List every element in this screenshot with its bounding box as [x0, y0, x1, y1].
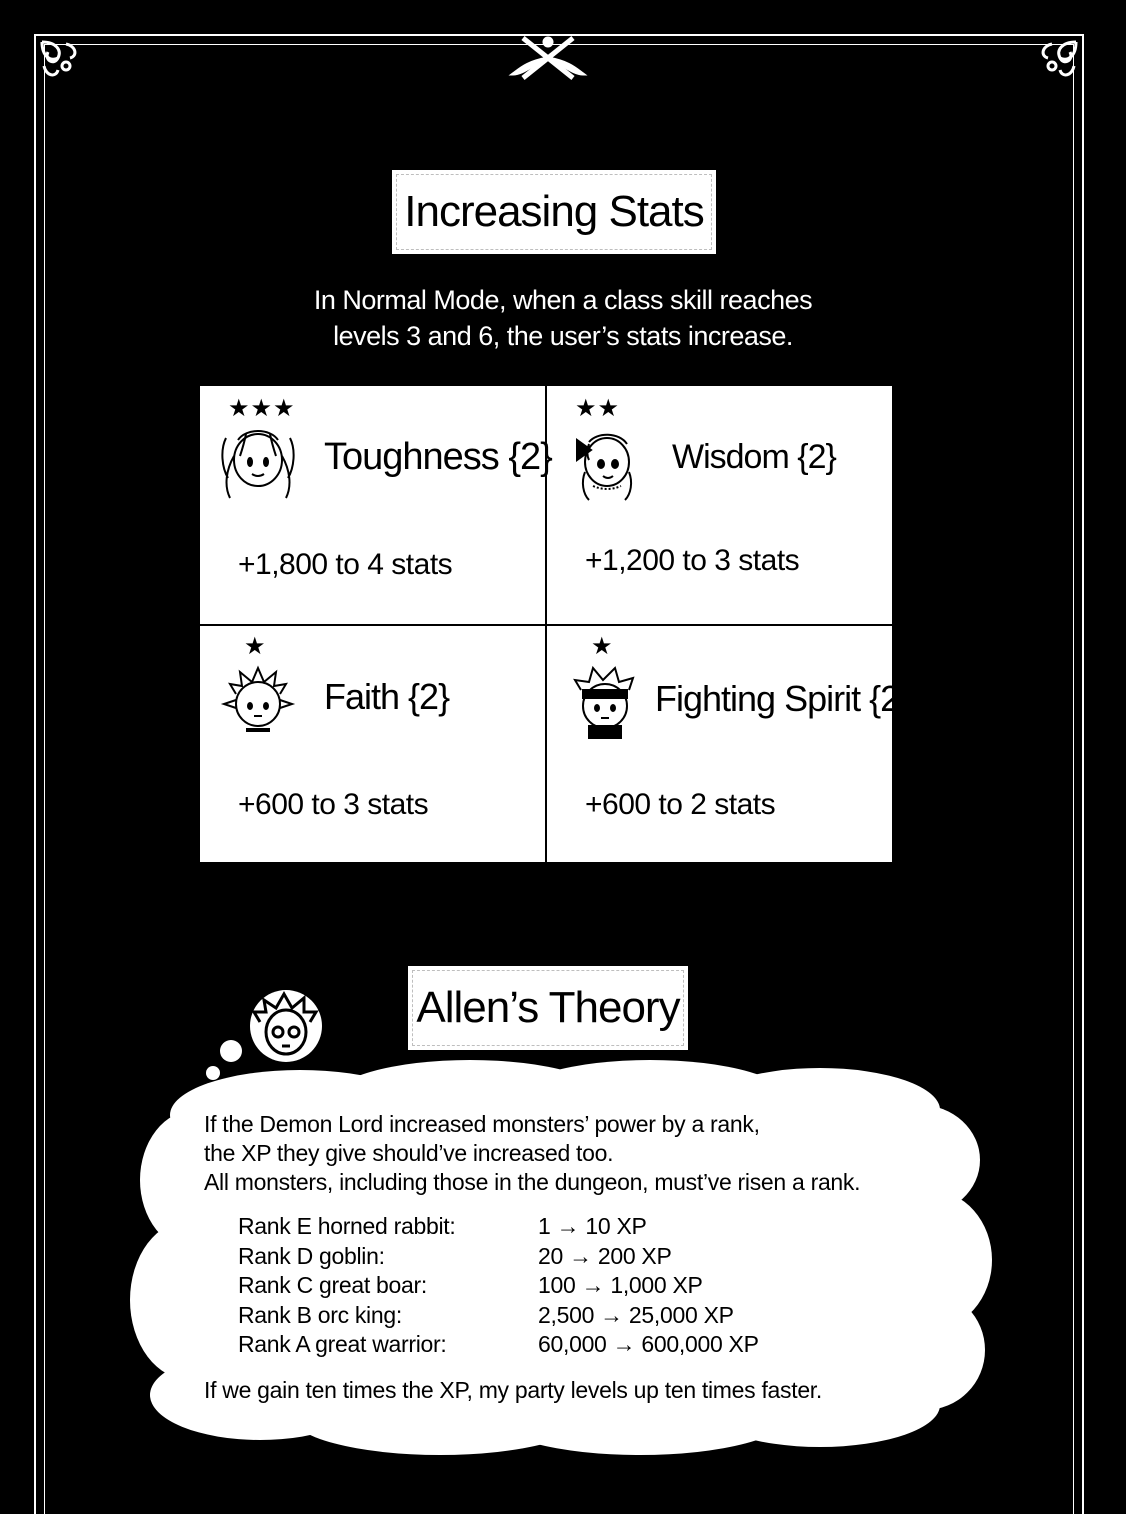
section-title-increasing-stats: Increasing Stats	[392, 170, 716, 254]
xp-value: 1 → 10 XP	[538, 1213, 647, 1239]
intro-line-1: In Normal Mode, when a class skill reaches	[313, 285, 813, 315]
xp-row	[238, 1301, 759, 1331]
skill-bonus: +600 to 2 stats	[585, 788, 776, 821]
theory-conclusion: If we gain ten times the XP, my party levels up ten times faster.	[204, 1377, 822, 1403]
xp-monster: Rank C great boar:	[238, 1272, 427, 1298]
skill-bonus: +600 to 3 stats	[238, 788, 429, 821]
skill-name: Toughness {2}	[324, 436, 552, 478]
xp-row	[238, 1330, 759, 1360]
xp-table	[238, 1212, 759, 1360]
section-title-allens-theory: Allen’s Theory	[408, 966, 688, 1050]
xp-value: 100 → 1,000 XP	[538, 1272, 703, 1298]
theory-line-3: All monsters, including those in the dungeon, must’ve risen a rank.	[204, 1169, 861, 1195]
xp-value: 20 → 200 XP	[538, 1242, 672, 1269]
rarity-stars: ★	[591, 633, 614, 660]
skill-bonus: +1,200 to 3 stats	[585, 544, 800, 577]
xp-row	[238, 1212, 759, 1242]
theory-line-2: the XP they give should’ve increased too.	[204, 1140, 614, 1166]
skill-name: Fighting Spirit {2}	[655, 678, 911, 719]
xp-monster: Rank B orc king:	[238, 1301, 402, 1328]
skill-bonus: +1,800 to 4 stats	[238, 548, 453, 581]
rarity-stars: ★	[244, 633, 267, 660]
rarity-stars: ★★	[575, 395, 621, 422]
xp-value: 2,500 → 25,000 XP	[538, 1301, 734, 1328]
skill-name: Faith {2}	[324, 676, 450, 717]
rarity-stars: ★★★	[228, 395, 296, 422]
xp-monster: Rank A great warrior:	[238, 1331, 447, 1357]
theory-intro-text	[204, 1110, 904, 1197]
theory-line-1: If the Demon Lord increased monsters’ power by a rank,	[204, 1111, 760, 1137]
xp-value: 60,000 → 600,000 XP	[538, 1331, 759, 1357]
xp-monster: Rank E horned rabbit:	[238, 1213, 456, 1239]
xp-monster: Rank D goblin:	[238, 1242, 385, 1269]
xp-row	[238, 1271, 759, 1301]
intro-line-2: levels 3 and 6, the user’s stats increase.	[333, 321, 793, 351]
skill-name: Wisdom {2}	[672, 438, 836, 476]
xp-row	[238, 1242, 759, 1272]
